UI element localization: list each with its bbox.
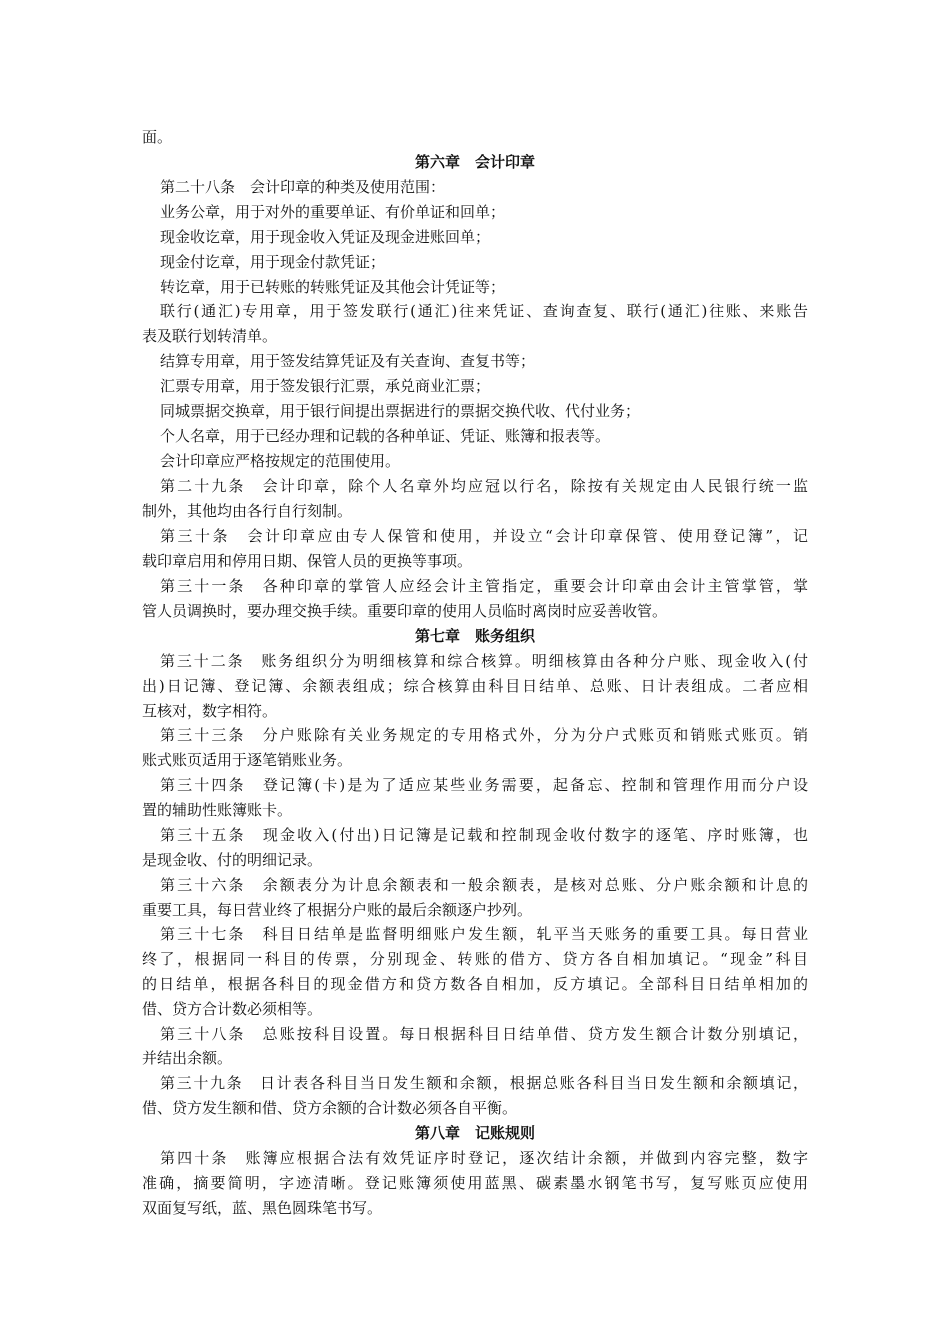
paragraph-line: 第三十条 会计印章应由专人保管和使用，并设立“会计印章保管、使用登记簿”，记 (160, 527, 808, 545)
chapter-heading: 第八章 记账规则 (414, 1124, 535, 1142)
paragraph-line: 同城票据交换章，用于银行间提出票据进行的票据交换代收、代付业务； (160, 402, 641, 420)
paragraph-line: 第四十条 账簿应根据合法有效凭证序时登记，逐次结计余额，并做到内容完整，数字 (160, 1149, 808, 1167)
paragraph-line: 借、贷方发生额和借、贷方余额的合计数必须各自平衡。 (142, 1099, 518, 1117)
paragraph-line: 联行(通汇)专用章，用于签发联行(通汇)往来凭证、查询查复、联行(通汇)往账、来账告 (160, 302, 808, 320)
paragraph-line: 借、贷方合计数必须相等。 (142, 1000, 323, 1018)
paragraph-line: 结算专用章，用于签发结算凭证及有关查询、查复书等； (160, 352, 536, 370)
paragraph-line: 是现金收、付的明细记录。 (142, 851, 323, 869)
chapter-heading: 第七章 账务组织 (414, 627, 535, 645)
paragraph-line: 表及联行划转清单。 (142, 327, 278, 345)
paragraph-line: 的日结单，根据各科目的现金借方和贷方数各自相加，反方填记。全部科目日结单相加的 (142, 975, 808, 993)
paragraph-line: 第二十八条 会计印章的种类及使用范围： (160, 178, 446, 196)
paragraph-line: 现金付讫章，用于现金付款凭证； (160, 253, 386, 271)
paragraph-line: 第三十四条 登记簿(卡)是为了适应某些业务需要，起备忘、控制和管理作用而分户设 (160, 776, 808, 794)
paragraph-line: 管人员调换时，要办理交换手续。重要印章的使用人员临时离岗时应妥善收管。 (142, 602, 668, 620)
paragraph-line: 第二十九条 会计印章，除个人名章外均应冠以行名，除按有关规定由人民银行统一监 (160, 477, 808, 495)
paragraph-line: 个人名章，用于已经办理和记载的各种单证、凭证、账簿和报表等。 (160, 427, 611, 445)
paragraph-line: 第三十七条 科目日结单是监督明细账户发生额，轧平当天账务的重要工具。每日营业 (160, 925, 808, 943)
paragraph-line: 准确，摘要简明，字迹清晰。登记账簿须使用蓝黑、碳素墨水钢笔书写，复写账页应使用 (142, 1174, 808, 1192)
paragraph-line: 现金收讫章，用于现金收入凭证及现金进账回单； (160, 228, 491, 246)
paragraph-line: 第三十六条 余额表分为计息余额表和一般余额表，是核对总账、分户账余额和计息的 (160, 876, 808, 894)
paragraph-line: 面。 (142, 128, 173, 146)
paragraph-line: 第三十二条 账务组织分为明细核算和综合核算。明细核算由各种分户账、现金收入(付 (160, 652, 808, 670)
paragraph-line: 终了，根据同一科目的传票，分别现金、转账的借方、贷方各自相加填记。“现金”科目 (142, 950, 808, 968)
paragraph-line: 第三十五条 现金收入(付出)日记簿是记载和控制现金收付数字的逐笔、序时账簿，也 (160, 826, 808, 844)
paragraph-line: 汇票专用章，用于签发银行汇票，承兑商业汇票； (160, 377, 491, 395)
paragraph-line: 第三十三条 分户账除有关业务规定的专用格式外，分为分户式账页和销账式账页。销 (160, 726, 808, 744)
paragraph-line: 并结出余额。 (142, 1049, 233, 1067)
paragraph-line: 业务公章，用于对外的重要单证、有价单证和回单； (160, 203, 506, 221)
paragraph-line: 置的辅助性账簿账卡。 (142, 801, 293, 819)
paragraph-line: 互核对，数字相符。 (142, 702, 278, 720)
paragraph-line: 会计印章应严格按规定的范围使用。 (160, 452, 401, 470)
paragraph-line: 第三十一条 各种印章的掌管人应经会计主管指定，重要会计印章由会计主管掌管，掌 (160, 577, 808, 595)
paragraph-line: 制外，其他均由各行自行刻制。 (142, 502, 353, 520)
paragraph-line: 第三十九条 日计表各科目当日发生额和余额，根据总账各科目当日发生额和余额填记， (160, 1074, 808, 1092)
chapter-heading: 第六章 会计印章 (414, 153, 535, 171)
paragraph-line: 双面复写纸，蓝、黑色圆珠笔书写。 (142, 1199, 383, 1217)
paragraph-line: 重要工具，每日营业终了根据分户账的最后余额逐户抄列。 (142, 901, 533, 919)
paragraph-line: 载印章启用和停用日期、保管人员的更换等事项。 (142, 552, 473, 570)
paragraph-line: 出)日记簿、登记簿、余额表组成；综合核算由科目日结单、总账、日计表组成。二者应相 (142, 677, 808, 695)
paragraph-line: 转讫章，用于已转账的转账凭证及其他会计凭证等； (160, 278, 506, 296)
paragraph-line: 第三十八条 总账按科目设置。每日根据科目日结单借、贷方发生额合计数分别填记， (160, 1025, 808, 1043)
paragraph-line: 账式账页适用于逐笔销账业务。 (142, 751, 353, 769)
